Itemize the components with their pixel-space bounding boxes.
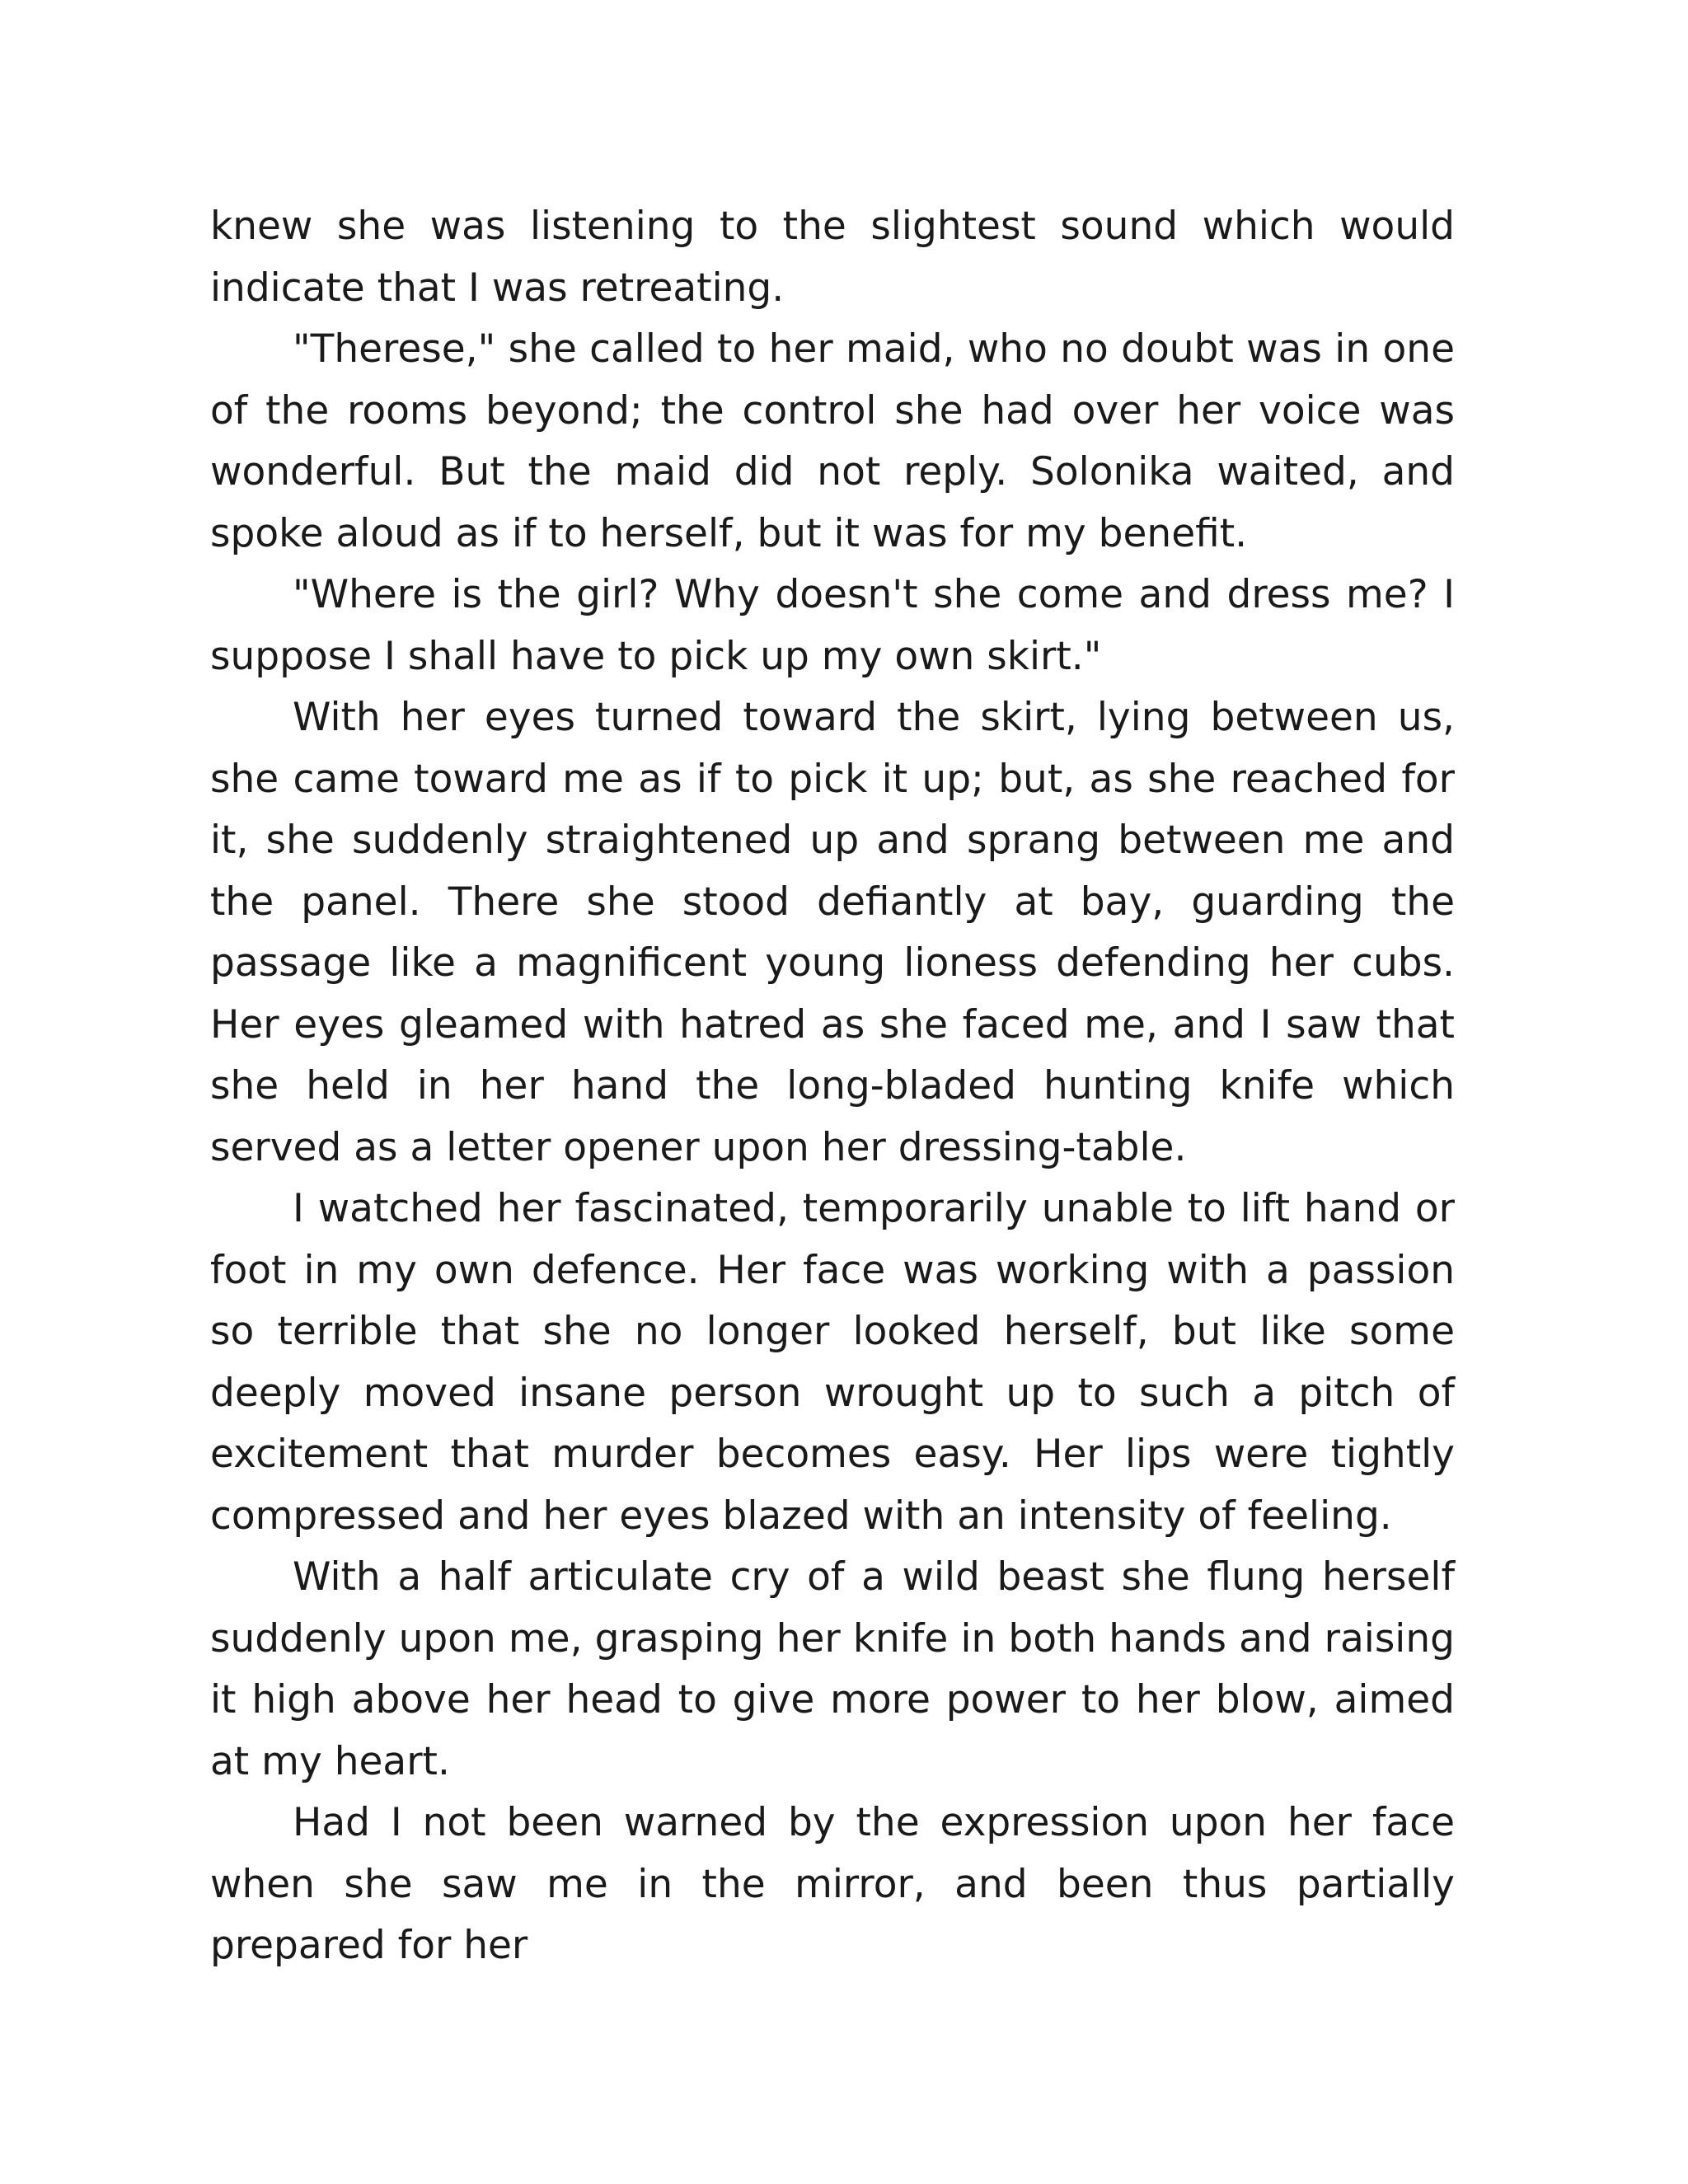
paragraph-1: knew she was listening to the slightest sound which would indicate that I was retreating. xyxy=(210,204,1455,311)
paragraph-7: Had I not been warned by the expression upon her face when she saw me in the mirror, and been thus partially prepared for her xyxy=(210,1800,1455,1968)
paragraph-3: "Where is the girl? Why doesn't she come and dress me? I suppose I shall have to pick up my own skirt." xyxy=(210,572,1455,679)
paragraph-5: I watched her fascinated, temporarily unable to lift hand or foot in my own defence. Her face was working with a passion so terrible that she no longer looked herself, but like some deeply moved insane person wrought up to such a pitch of excitement that murder becomes easy. Her lips were tightly compressed and her eyes blazed with an intensity of feeling. xyxy=(210,1186,1455,1539)
paragraph-2: "Therese," she called to her maid, who no doubt was in one of the rooms beyond; the control she had over her voice was wonderful. But the maid did not reply. Solonika waited, and spoke aloud as if to herself, but it was for my benefit. xyxy=(210,326,1455,556)
paragraph-6: With a half articulate cry of a wild beast she flung herself suddenly upon me, grasping her knife in both hands and raising it high above her head to give more power to her blow, aimed at my heart. xyxy=(210,1554,1455,1784)
paragraph-4: With her eyes turned toward the skirt, lying between us, she came toward me as if to pick it up; but, as she reached for it, she suddenly straightened up and sprang between me and the panel. There she stood defiantly at bay, guarding the passage like a magnificent young lioness defending her cubs. Her eyes gleamed with hatred as she faced me, and I saw that she held in her hand the long-bladed hunting knife which served as a letter opener upon her dressing-table. xyxy=(210,695,1455,1170)
body-text xyxy=(210,196,1455,1977)
